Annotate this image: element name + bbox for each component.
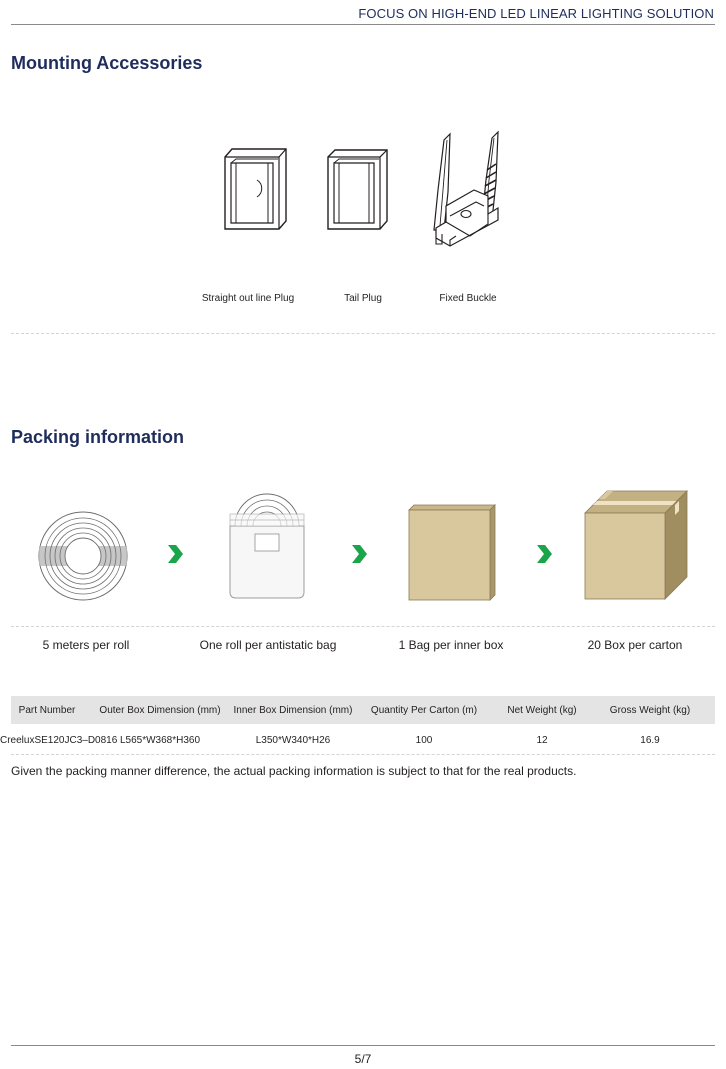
- mounting-section-divider: [11, 333, 715, 334]
- table-cell-part-number: CreeluxSE120JC3–D0816: [0, 735, 118, 746]
- header-divider: [11, 24, 715, 25]
- table-cell-net-weight: 12: [536, 735, 548, 746]
- table-cell-inner-box: L350*W340*H26: [255, 735, 331, 746]
- chevron-right-icon: [166, 544, 184, 564]
- fixed-buckle-icon: [430, 130, 502, 248]
- table-header-quantity: Quantity Per Carton (m): [370, 705, 478, 716]
- table-cell-gross-weight: 16.9: [640, 735, 660, 746]
- packing-steps-top-divider: [11, 626, 715, 627]
- page-number: 5/7: [354, 1052, 372, 1066]
- bag-step-label: One roll per antistatic bag: [199, 638, 337, 652]
- tail-plug-icon: [325, 147, 389, 233]
- table-cell-outer-box: L565*W368*H360: [119, 735, 201, 746]
- table-header-part-number: Part Number: [18, 705, 76, 716]
- table-bottom-divider: [11, 754, 715, 755]
- chevron-right-icon: [350, 544, 368, 564]
- tail-plug-label: Tail Plug: [344, 293, 382, 304]
- chevron-right-icon: [535, 544, 553, 564]
- table-header-gross-weight: Gross Weight (kg): [609, 705, 691, 716]
- inner-box-icon: [407, 504, 497, 602]
- table-cell-quantity: 100: [415, 735, 433, 746]
- document-header-title: FOCUS ON HIGH-END LED LINEAR LIGHTING SOLUTION: [358, 6, 714, 21]
- straight-out-line-plug-icon: [222, 145, 294, 235]
- led-roll-icon: [38, 511, 128, 601]
- inner-box-step-label: 1 Bag per inner box: [398, 638, 504, 652]
- footer-divider: [11, 1045, 715, 1046]
- table-header-net-weight: Net Weight (kg): [507, 705, 577, 716]
- table-header-inner-box: Inner Box Dimension (mm): [233, 705, 353, 716]
- carton-icon: [583, 489, 689, 603]
- packing-information-title: Packing information: [11, 427, 185, 447]
- fixed-buckle-label: Fixed Buckle: [439, 293, 497, 304]
- antistatic-bag-icon: [227, 492, 307, 600]
- roll-step-label: 5 meters per roll: [42, 638, 130, 652]
- straight-out-line-plug-label: Straight out line Plug: [201, 293, 295, 304]
- table-header-outer-box: Outer Box Dimension (mm): [99, 705, 221, 716]
- mounting-accessories-title: Mounting Accessories: [11, 53, 203, 73]
- carton-step-label: 20 Box per carton: [587, 638, 683, 652]
- packing-note: Given the packing manner difference, the actual packing information is subject to that for the real products.: [11, 764, 577, 778]
